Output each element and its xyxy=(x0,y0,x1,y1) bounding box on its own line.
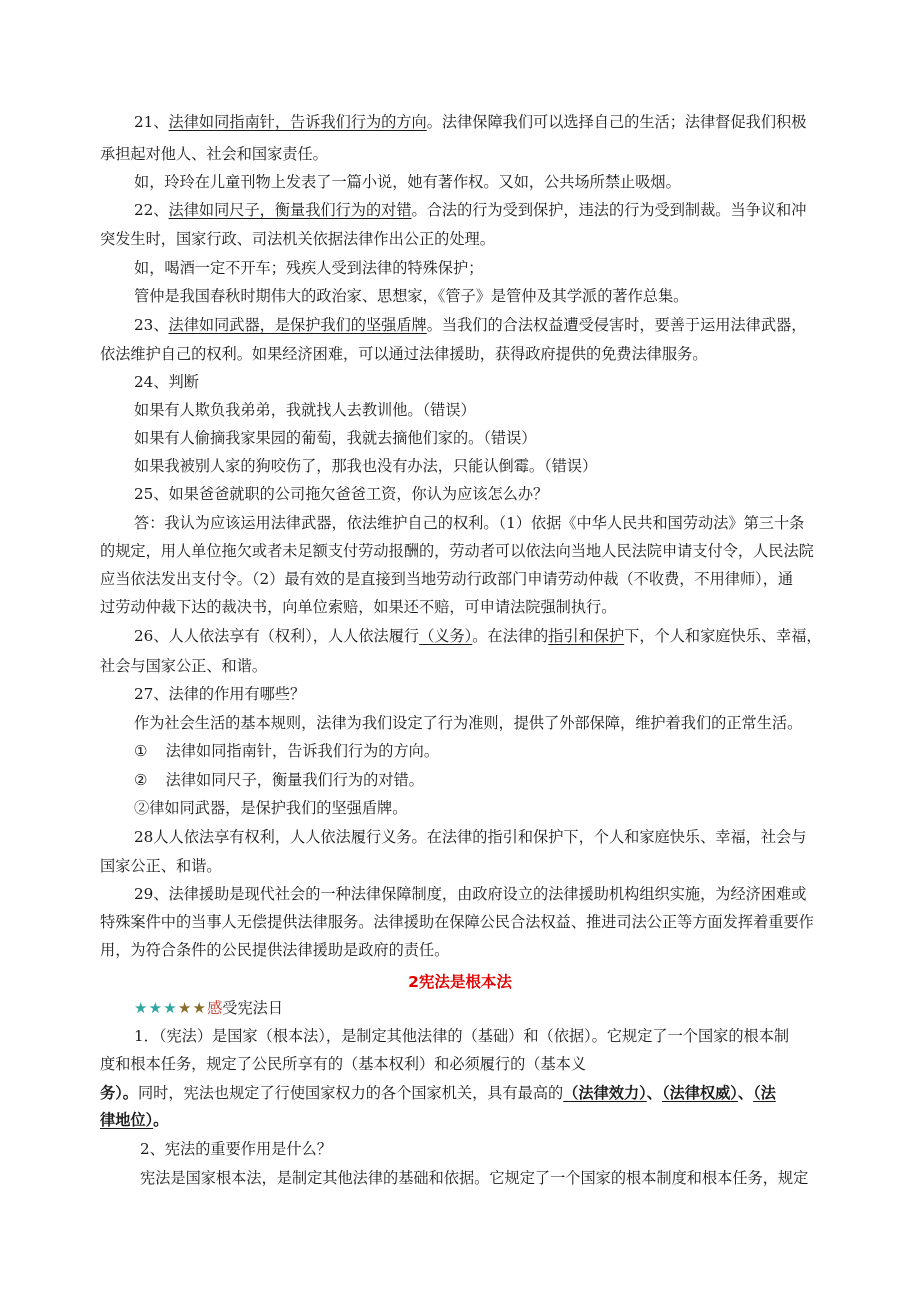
s2-answer: 宪法是国家根本法，是制定其他法律的基础和依据。它规定了一个国家的根本制度和根本任务，规定 xyxy=(140,1169,809,1187)
q24-item-1: 如果有人欺负我弟弟，我就找人去教训他。（错误） xyxy=(134,401,476,419)
q29-line2: 特殊案件中的当事人无偿提供法律服务。法律援助在保障公民合法权益、推进司法公正等方面发挥着重要作 xyxy=(100,913,814,931)
q21-line2: 承担起对他人、社会和国家责任。 xyxy=(100,145,328,163)
q27-item-2-text: 法律如同尺子，衡量我们行为的对错。 xyxy=(165,771,424,789)
q22-line1 xyxy=(134,200,822,220)
s1-legal-authority: （法律权威） xyxy=(661,1084,738,1102)
q23-text: 。当我们的合法权益遭受侵害时，要善于运用法律武器， xyxy=(426,316,807,334)
q26-line1 xyxy=(134,626,822,646)
q24-item-2: 如果有人偷摘我家果园的葡萄，我就去摘他们家的。（错误） xyxy=(134,429,537,447)
s1-line2: 度和根本任务，规定了公民所享有的（基本权利）和必须履行的（基本义 xyxy=(100,1055,586,1073)
s1-legal-status-start: （法 xyxy=(753,1084,776,1102)
q26-text-e: 下，个人和家庭快乐、幸福， xyxy=(624,627,822,645)
q27-question: 27、法律的作用有哪些？ xyxy=(134,685,306,703)
star-icon: ★★ xyxy=(177,999,208,1017)
q21-key-phrase: 法律如同指南针，告诉我们行为的方向 xyxy=(168,113,427,131)
q22-text: 。合法的行为受到保护，违法的行为受到制裁。当争议和冲 xyxy=(411,201,807,219)
q26-line2: 社会与国家公正、和谐。 xyxy=(100,657,268,675)
q26-text-a: 26、人人依法享有（权利），人人依法履行 xyxy=(134,627,420,645)
section-title: 2宪法是根本法 xyxy=(408,973,512,991)
q25-question: 25、如果爸爸就职的公司拖欠爸爸工资，你认为应该怎么办？ xyxy=(134,485,549,503)
q25-answer-line1: 答：我认为应该运用法律武器，依法维护自己的权利。（1）依据《中华人民共和国劳动法》第三十条 xyxy=(134,514,805,532)
s1-line4 xyxy=(100,1110,822,1130)
q25-answer-line4: 过劳动仲裁下达的裁决书，向单位索赔，如果还不赔，可申请法院强制执行。 xyxy=(100,598,617,616)
q26-text-c: 。在法律的 xyxy=(472,627,549,645)
q21-example: 如，玲玲在儿童刊物上发表了一篇小说，她有著作权。又如，公共场所禁止吸烟。 xyxy=(134,173,681,191)
star-icon: ★★★ xyxy=(134,999,178,1017)
q21-number: 21、 xyxy=(134,113,169,131)
s1-sep: 、 xyxy=(646,1084,662,1102)
q27-intro: 作为社会生活的基本规则，法律为我们设定了行为准则，提供了外部保障，维护着我们的正常生活。 xyxy=(134,714,803,732)
q23-line2: 依法维护自己的权利。如果经济困难，可以通过法律援助，获得政府提供的免费法律服务。 xyxy=(100,345,708,363)
q21-line1 xyxy=(134,112,822,132)
q27-item-1-mark: ① xyxy=(134,742,148,760)
q22-example2: 管仲是我国春秋时期伟大的政治家、思想家，《管子》是管仲及其学派的著作总集。 xyxy=(134,287,689,305)
q26-guidance: 指引和保护 xyxy=(548,627,625,645)
s2-question: 2、宪法的重要作用是什么？ xyxy=(140,1140,332,1158)
s1-line3 xyxy=(100,1083,822,1103)
q26-duty: （义务） xyxy=(419,627,473,645)
s1-text: 同时，宪法也规定了行使国家权力的各个国家机关，具有最高的 xyxy=(137,1084,564,1102)
q27-item-2-mark: ② xyxy=(134,771,148,789)
s1-legal-effect: （法律效力） xyxy=(563,1084,647,1102)
s1-sep: 、 xyxy=(737,1084,754,1102)
subtitle-highlight: 感 xyxy=(207,999,223,1017)
q25-answer-line3: 应当依法发出支付令。（2）最有效的是直接到当地劳动行政部门申请劳动仲裁（不收费，不用律师），通 xyxy=(100,570,794,588)
q21-text: 。法律保障我们可以选择自己的生活；法律督促我们积极 xyxy=(426,113,807,131)
q23-line1 xyxy=(134,315,822,335)
q22-example: 如，喝酒一定不开车；残疾人受到法律的特殊保护； xyxy=(134,259,484,277)
section-subtitle xyxy=(134,998,822,1018)
s1-line1: 1．（宪法）是国家（根本法），是制定其他法律的（基础）和（依据）。它规定了一个国家的根本制 xyxy=(134,1027,790,1045)
q27-item-3: ②律如同武器，是保护我们的坚强盾牌。 xyxy=(134,799,408,817)
q23-key-phrase: 法律如同武器，是保护我们的坚强盾牌 xyxy=(168,316,427,334)
q28-line1: 28人人依法享有权利，人人依法履行义务。在法律的指引和保护下，个人和家庭快乐、幸福，社会与 xyxy=(134,828,807,846)
q25-answer-line2: 的规定，用人单位拖欠或者未足额支付劳动报酬的，劳动者可以依法向当地人民法院申请支付令，人民法院 xyxy=(100,542,814,560)
q24-title: 24、判断 xyxy=(134,373,199,391)
s1-term-end: 务）。 xyxy=(100,1084,138,1102)
q27-item-1 xyxy=(134,741,822,761)
subtitle-text: 受宪法日 xyxy=(222,999,284,1017)
q27-item-2 xyxy=(134,770,822,790)
q29-line1: 29、法律援助是现代社会的一种法律保障制度，由政府设立的法律援助机构组织实施，为经济困难或 xyxy=(134,885,807,903)
q24-item-3: 如果我被别人家的狗咬伤了，那我也没有办法，只能认倒霉。（错误） xyxy=(134,457,598,475)
q22-line2: 突发生时，国家行政、司法机关依据法律作出公正的处理。 xyxy=(100,230,495,248)
s1-legal-status-end: 律地位） xyxy=(100,1111,154,1129)
q22-number: 22、 xyxy=(134,201,169,219)
s1-period: 。 xyxy=(153,1111,169,1129)
q23-number: 23、 xyxy=(134,316,169,334)
q22-key-phrase: 法律如同尺子，衡量我们行为的对错 xyxy=(168,201,412,219)
q29-line3: 用，为符合条件的公民提供法律援助是政府的责任。 xyxy=(100,941,450,959)
q28-line2: 国家公正、和谐。 xyxy=(100,857,222,875)
q27-item-1-text: 法律如同指南针，告诉我们行为的方向。 xyxy=(165,742,439,760)
